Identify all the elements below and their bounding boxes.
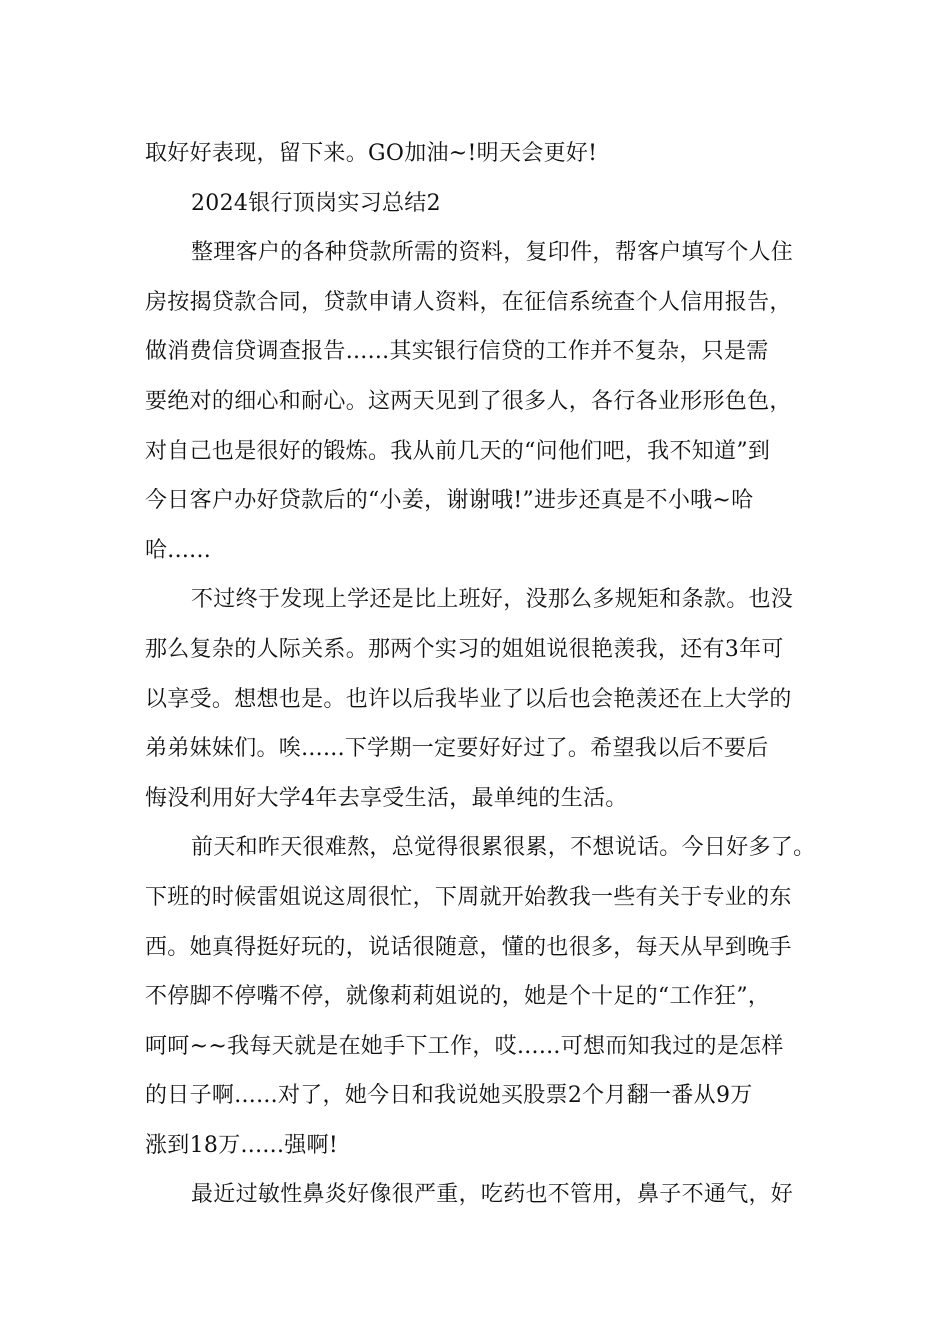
text-line: 西。她真得挺好玩的，说话很随意，懂的也很多，每天从早到晚手 bbox=[145, 934, 792, 960]
text-line: 的日子啊......对了，她今日和我说她买股票2个月翻一番从9万 bbox=[145, 1083, 753, 1109]
text-line: 今日客户办好贷款后的“小姜，谢谢哦!”进步还真是不小哦~哈 bbox=[145, 488, 754, 514]
text-line: 下班的时候雷姐说这周很忙，下周就开始教我一些有关于专业的东 bbox=[145, 884, 792, 910]
body-text bbox=[145, 129, 825, 1220]
text-line: 要绝对的细心和耐心。这两天见到了很多人，各行各业形形色色， bbox=[145, 388, 792, 414]
text-line: 悔没利用好大学4年去享受生活，最单纯的生活。 bbox=[145, 785, 628, 811]
text-line: 以享受。想想也是。也许以后我毕业了以后也会艳羡还在上大学的 bbox=[145, 686, 792, 712]
text-line: 对自己也是很好的锻炼。我从前几天的“问他们吧，我不知道”到 bbox=[145, 438, 771, 464]
text-line: 最近过敏性鼻炎好像很严重，吃药也不管用，鼻子不通气，好 bbox=[191, 1182, 794, 1208]
text-line: 不停脚不停嘴不停，就像莉莉姐说的，她是个十足的“工作狂”， bbox=[145, 984, 771, 1010]
text-line: 那么复杂的人际关系。那两个实习的姐姐说很艳羡我，还有3年可 bbox=[145, 636, 784, 662]
text-line: 弟弟妹妹们。唉......下学期一定要好好过了。希望我以后不要后 bbox=[145, 736, 769, 762]
section-heading: 2024银行顶岗实习总结2 bbox=[191, 190, 441, 216]
text-line: 不过终于发现上学还是比上班好，没那么多规矩和条款。也没 bbox=[191, 587, 794, 613]
text-line: 取好好表现，留下来。GO加油~!明天会更好! bbox=[145, 141, 598, 166]
text-line: 做消费信贷调查报告......其实银行信贷的工作并不复杂，只是需 bbox=[145, 339, 769, 365]
text-line: 呵呵~~我每天就是在她手下工作，哎......可想而知我过的是怎样 bbox=[145, 1033, 784, 1059]
text-line: 涨到18万......强啊! bbox=[145, 1132, 338, 1158]
text-line: 前天和昨天很难熬，总觉得很累很累，不想说话。今日好多了。 bbox=[191, 835, 816, 861]
text-line: 哈...... bbox=[145, 537, 212, 563]
text-line: 整理客户的各种贷款所需的资料，复印件，帮客户填写个人住 bbox=[191, 240, 794, 266]
text-line: 房按揭贷款合同，贷款申请人资料，在征信系统查个人信用报告， bbox=[145, 289, 792, 315]
